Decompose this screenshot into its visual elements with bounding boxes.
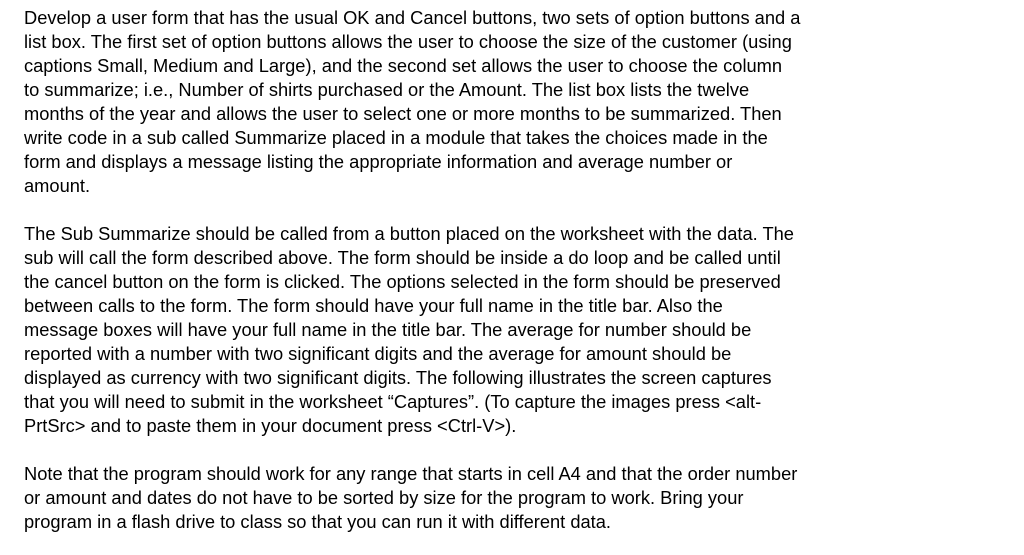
text-line: months of the year and allows the user to select one or more months to be summarized. Then — [24, 103, 782, 124]
text-line: Note that the program should work for any range that starts in cell A4 and that the order number — [24, 463, 798, 484]
paragraph-spacer — [24, 198, 1014, 222]
text-line: displayed as currency with two significant digits. The following illustrates the screen captures — [24, 367, 772, 388]
paragraph-3 — [24, 462, 1014, 534]
text-line: the cancel button on the form is clicked. The options selected in the form should be preserved — [24, 271, 781, 292]
text-line: program in a flash drive to class so that you can run it with different data. — [24, 511, 611, 532]
text-line: list box. The first set of option buttons allows the user to choose the size of the customer (using — [24, 31, 792, 52]
text-line: PrtSrc> and to paste them in your document press <Ctrl-V>). — [24, 415, 517, 436]
text-line: or amount and dates do not have to be sorted by size for the program to work. Bring your — [24, 487, 744, 508]
text-line: amount. — [24, 175, 91, 196]
text-line: sub will call the form described above. The form should be inside a do loop and be called until — [24, 247, 781, 268]
text-line: that you will need to submit in the worksheet “Captures”. (To capture the images press <alt- — [24, 391, 762, 412]
text-line: message boxes will have your full name in the title bar. The average for number should be — [24, 319, 752, 340]
text-line: reported with a number with two significant digits and the average for amount should be — [24, 343, 732, 364]
text-line: write code in a sub called Summarize placed in a module that takes the choices made in the — [24, 127, 768, 148]
paragraph-2 — [24, 222, 1014, 438]
paragraph-1 — [24, 6, 1014, 198]
text-line: Develop a user form that has the usual OK and Cancel buttons, two sets of option buttons and a — [24, 7, 801, 28]
paragraph-spacer — [24, 438, 1014, 462]
text-line: to summarize; i.e., Number of shirts purchased or the Amount. The list box lists the twelve — [24, 79, 750, 100]
text-line: between calls to the form. The form should have your full name in the title bar. Also the — [24, 295, 723, 316]
text-line: captions Small, Medium and Large), and the second set allows the user to choose the column — [24, 55, 783, 76]
text-line: The Sub Summarize should be called from a button placed on the worksheet with the data. The — [24, 223, 794, 244]
text-line: form and displays a message listing the appropriate information and average number or — [24, 151, 733, 172]
document-body — [24, 6, 1014, 534]
